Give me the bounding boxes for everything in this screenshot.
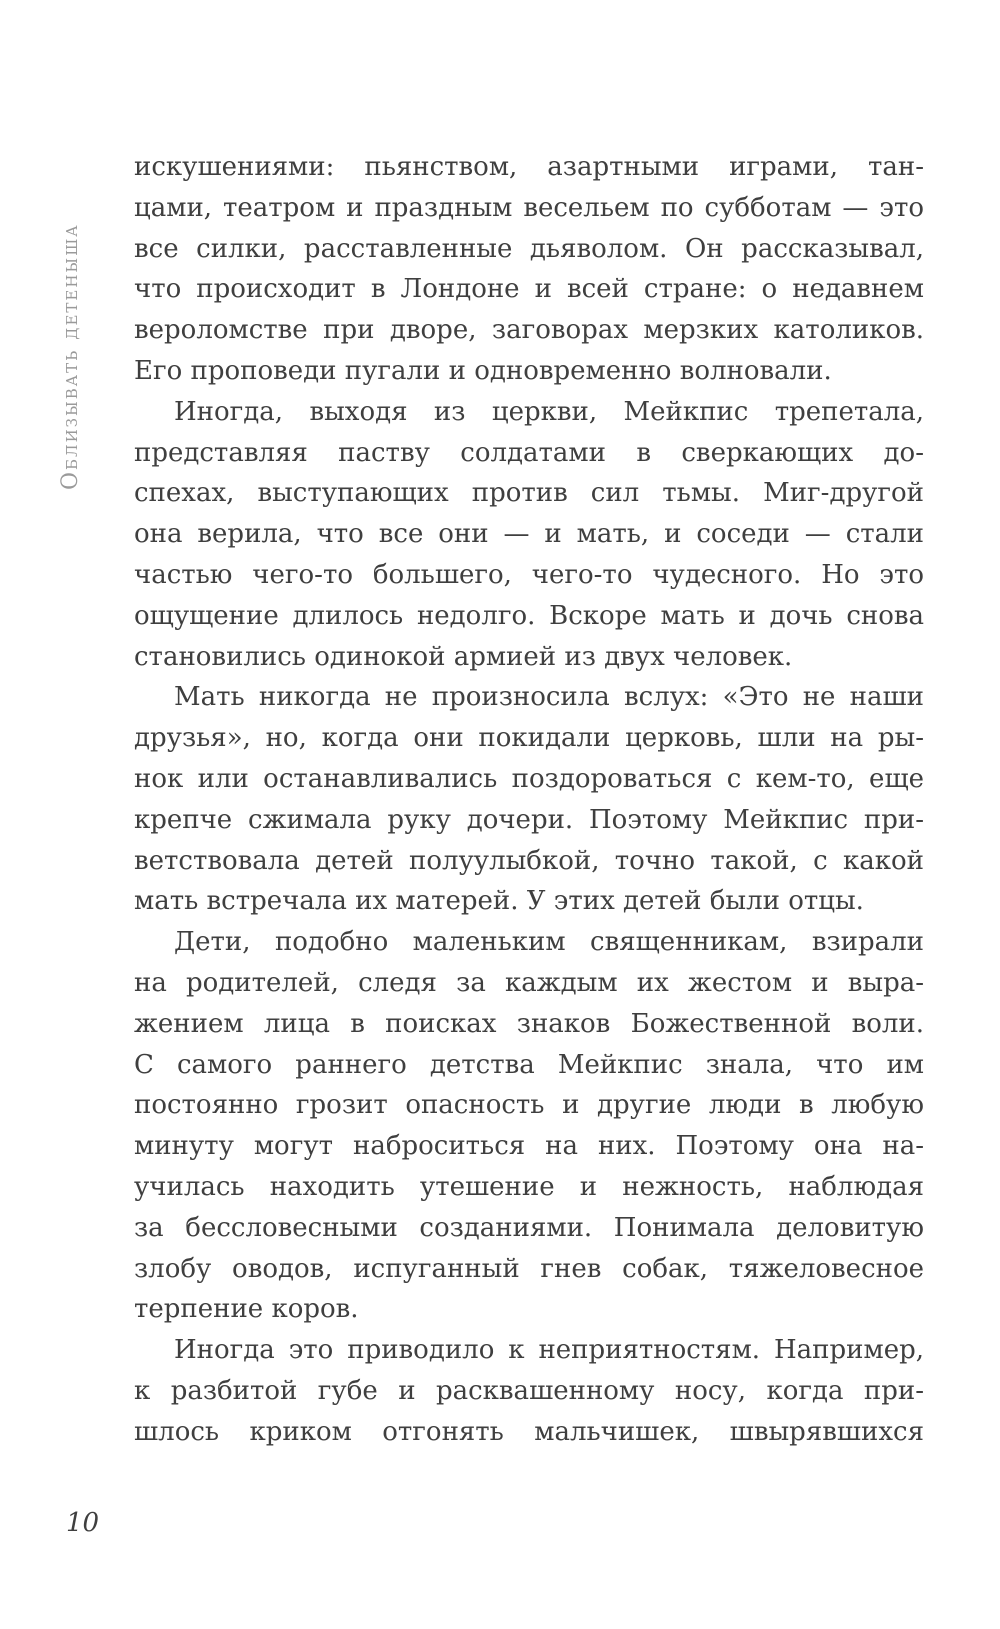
text-line: жением лица в поисках знаков Божественной воли. — [134, 1008, 924, 1039]
text-line: Дети, подобно маленьким священникам, взирали — [174, 927, 924, 958]
text-line: вероломстве при дворе, заговорах мерзких католиков. — [134, 315, 924, 346]
text-line: она верила, что все они — и мать, и соседи — стали — [134, 519, 924, 550]
text-line: частью чего-то большего, чего-то чудесного. Но это — [134, 559, 924, 590]
text-line: шлось криком отгонять мальчишек, швырявшихся — [134, 1416, 924, 1447]
text-line: ветствовала детей полуулыбкой, точно такой, с какой — [134, 845, 924, 876]
text-line: мать встречала их матерей. У этих детей были отцы. — [134, 886, 864, 917]
text-line: за бессловесными созданиями. Понимала деловитую — [134, 1212, 924, 1243]
text-line: спехах, выступающих против сил тьмы. Миг-другой — [134, 478, 924, 509]
page-number: 10 — [66, 1508, 100, 1538]
text-line: крепче сжимала руку дочери. Поэтому Мейкпис при- — [134, 804, 924, 835]
text-line: Его проповеди пугали и одновременно волновали. — [134, 355, 832, 386]
text-line: к разбитой губе и расквашенному носу, когда при- — [134, 1375, 924, 1406]
text-line: минуту могут наброситься на них. Поэтому она на- — [134, 1131, 924, 1162]
text-line: терпение коров. — [134, 1294, 359, 1325]
text-line: все силки, расставленные дьяволом. Он рассказывал, — [134, 233, 924, 264]
running-head: Облизывать детеныша — [58, 223, 83, 490]
text-line: постоянно грозит опасность и другие люди в любую — [134, 1090, 924, 1121]
page-body-text — [134, 147, 924, 1453]
text-line: нок или останавливались поздороваться с кем-то, еще — [134, 763, 924, 794]
text-line: цами, театром и праздным весельем по субботам — это — [134, 192, 924, 223]
text-line: становились одинокой армией из двух человек. — [134, 641, 793, 672]
text-line: на родителей, следя за каждым их жестом и выра- — [134, 967, 924, 998]
text-line: Иногда, выходя из церкви, Мейкпис трепетала, — [174, 396, 924, 427]
text-line: что происходит в Лондоне и всей стране: о недавнем — [134, 274, 924, 305]
text-line: ощущение длилось недолго. Вскоре мать и дочь снова — [134, 600, 924, 631]
text-line: представляя паству солдатами в сверкающих до- — [134, 437, 924, 468]
text-line: друзья», но, когда они покидали церковь, шли на ры- — [134, 723, 924, 754]
text-line: Иногда это приводило к неприятностям. Например, — [174, 1335, 924, 1366]
text-line: С самого раннего детства Мейкпис знала, что им — [134, 1049, 924, 1080]
text-line: искушениями: пьянством, азартными играми, тан- — [134, 152, 924, 182]
text-line: училась находить утешение и нежность, наблюдая — [134, 1171, 924, 1202]
text-line: злобу оводов, испуганный гнев собак, тяжеловесное — [134, 1253, 924, 1284]
text-line: Мать никогда не произносила вслух: «Это не наши — [174, 682, 924, 713]
